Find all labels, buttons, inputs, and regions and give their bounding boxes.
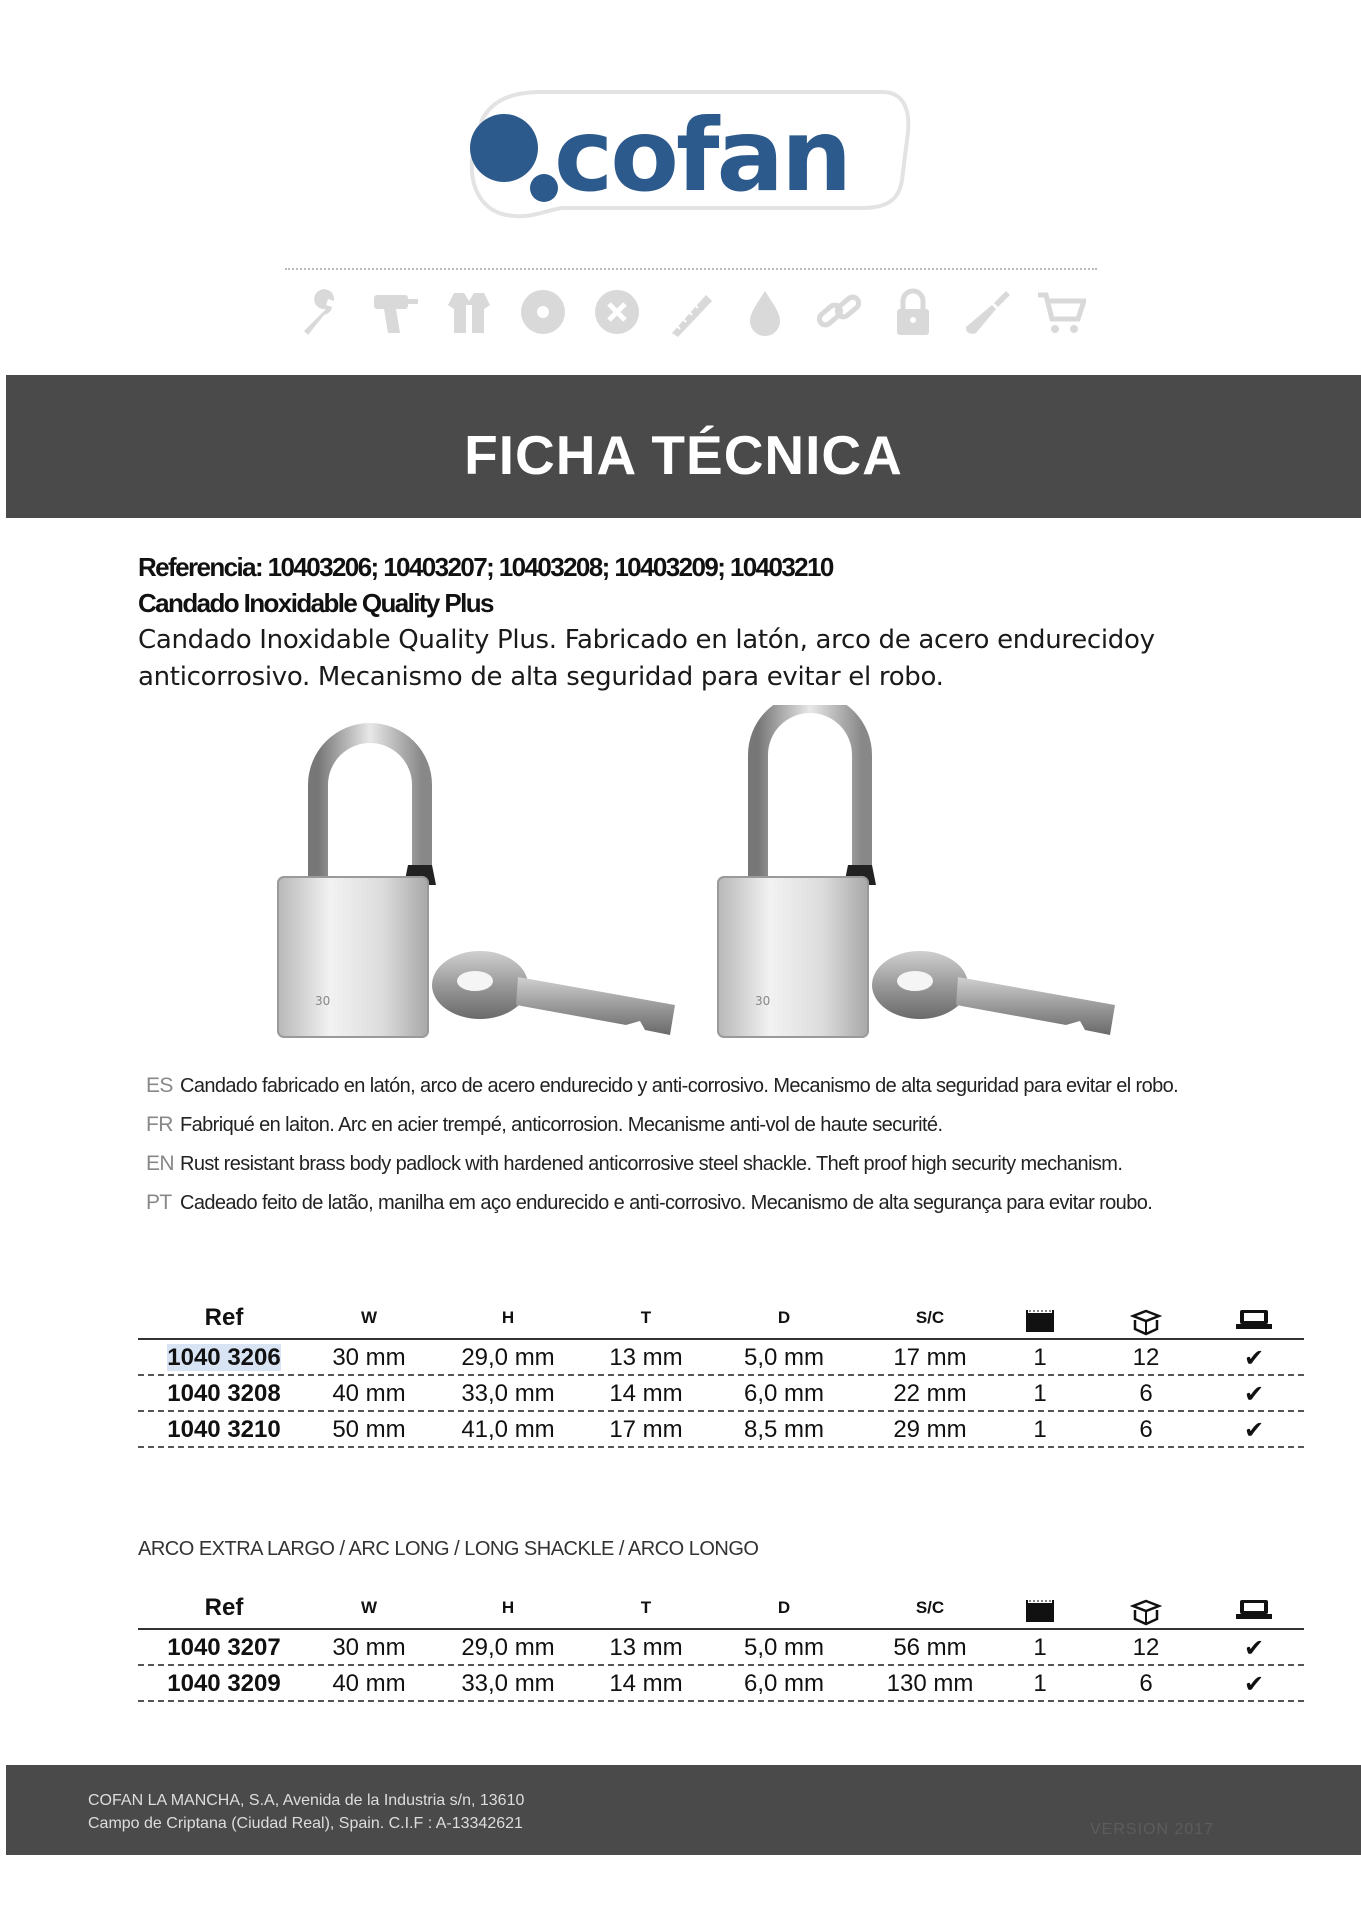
product-image xyxy=(270,705,1140,1050)
spec-table-long-shackle xyxy=(138,1590,1304,1702)
padlock-long-shackle xyxy=(718,705,876,1037)
table-header-row: Ref W H T D S/C xyxy=(138,1300,1304,1340)
drill-icon xyxy=(370,287,420,337)
padlock-icon xyxy=(888,287,938,337)
key-2 xyxy=(872,951,1115,1035)
lang-es: ES Candado fabricado en latón, arco de acero endurecido y anti-corrosivo. Mecanismo de alta seguridad para evitar el robo. xyxy=(146,1074,1179,1097)
table-row: 1040 3207 30 mm 29,0 mm 13 mm 5,0 mm 56 mm 1 12 ✔ xyxy=(138,1630,1304,1666)
title-banner xyxy=(6,375,1361,518)
page-title: FICHA TÉCNICA xyxy=(464,424,903,486)
check-icon: ✔ xyxy=(1243,1417,1265,1444)
company-address: COFAN LA MANCHA, S.A, Avenida de la Industria s/n, 13610 Campo de Criptana (Ciudad Real), Spain. C.I.F : A-13342621 xyxy=(88,1792,525,1832)
version-label: VERSION 2017 xyxy=(1090,1821,1215,1838)
saw-icon xyxy=(666,287,716,337)
product-name: Candado Inoxidable Quality Plus xyxy=(138,588,493,618)
table-row: 1040 3208 40 mm 33,0 mm 14 mm 6,0 mm 22 mm 1 6 ✔ xyxy=(138,1376,1304,1412)
category-icon-row xyxy=(296,284,1086,340)
logo-text: cofan xyxy=(554,97,850,214)
display-icon xyxy=(1214,1598,1294,1627)
spec-table-standard xyxy=(138,1300,1304,1448)
box-quantity-icon xyxy=(1106,1308,1186,1341)
key-1 xyxy=(432,951,675,1035)
lang-pt: PT Cadeado feito de latão, manilha em aço endurecido e anti-corrosivo. Mecanismo de alta segurança para evitar roubo. xyxy=(146,1191,1153,1214)
workwear-icon xyxy=(444,287,494,337)
check-icon: ✔ xyxy=(1243,1381,1265,1408)
drop-icon xyxy=(740,287,790,337)
padlock-short xyxy=(278,733,436,1037)
unit-package-icon xyxy=(1000,1308,1080,1339)
check-icon: ✔ xyxy=(1243,1345,1265,1372)
disc-icon xyxy=(518,287,568,337)
lock-size-mark: 30 xyxy=(315,994,331,1008)
lang-en: EN Rust resistant brass body padlock with hardened anticorrosive steel shackle. Theft proof high security mechanism. xyxy=(146,1152,1123,1175)
check-icon: ✔ xyxy=(1243,1635,1265,1662)
table-row: 1040 3209 40 mm 33,0 mm 14 mm 6,0 mm 130 mm 1 6 ✔ xyxy=(138,1666,1304,1702)
box-quantity-icon xyxy=(1106,1598,1186,1631)
wrench-icon xyxy=(296,287,346,337)
check-icon: ✔ xyxy=(1243,1671,1265,1698)
product-description: Candado Inoxidable Quality Plus. Fabricado en latón, arco de acero endurecidoy anticorrosivo. Mecanismo de alta seguridad para evitar el robo. xyxy=(138,625,1155,692)
table-header-row: Ref W H T D S/C xyxy=(138,1590,1304,1630)
chain-icon xyxy=(814,287,864,337)
product-reference: Referencia: 10403206; 10403207; 10403208; 10403209; 10403210 xyxy=(138,552,833,582)
header-divider xyxy=(285,268,1097,270)
table-row: 1040 3206 30 mm 29,0 mm 13 mm 5,0 mm 17 mm 1 12 ✔ xyxy=(138,1340,1304,1376)
cut-disc-icon xyxy=(592,287,642,337)
cart-icon xyxy=(1036,287,1086,337)
table-row: 1040 3210 50 mm 41,0 mm 17 mm 8,5 mm 29 mm 1 6 ✔ xyxy=(138,1412,1304,1448)
long-shackle-heading: ARCO EXTRA LARGO / ARC LONG / LONG SHACKLE / ARCO LONGO xyxy=(138,1538,759,1560)
footer xyxy=(6,1765,1361,1855)
trowel-icon xyxy=(962,287,1012,337)
lock-size-mark: 30 xyxy=(755,994,771,1008)
display-icon xyxy=(1214,1308,1294,1337)
unit-package-icon xyxy=(1000,1598,1080,1629)
lang-fr: FR Fabriqué en laiton. Arc en acier trempé, anticorrosion. Mecanisme anti-vol de haute securité. xyxy=(146,1113,943,1136)
language-descriptions xyxy=(146,1074,1296,1230)
cofan-logo xyxy=(452,70,912,220)
